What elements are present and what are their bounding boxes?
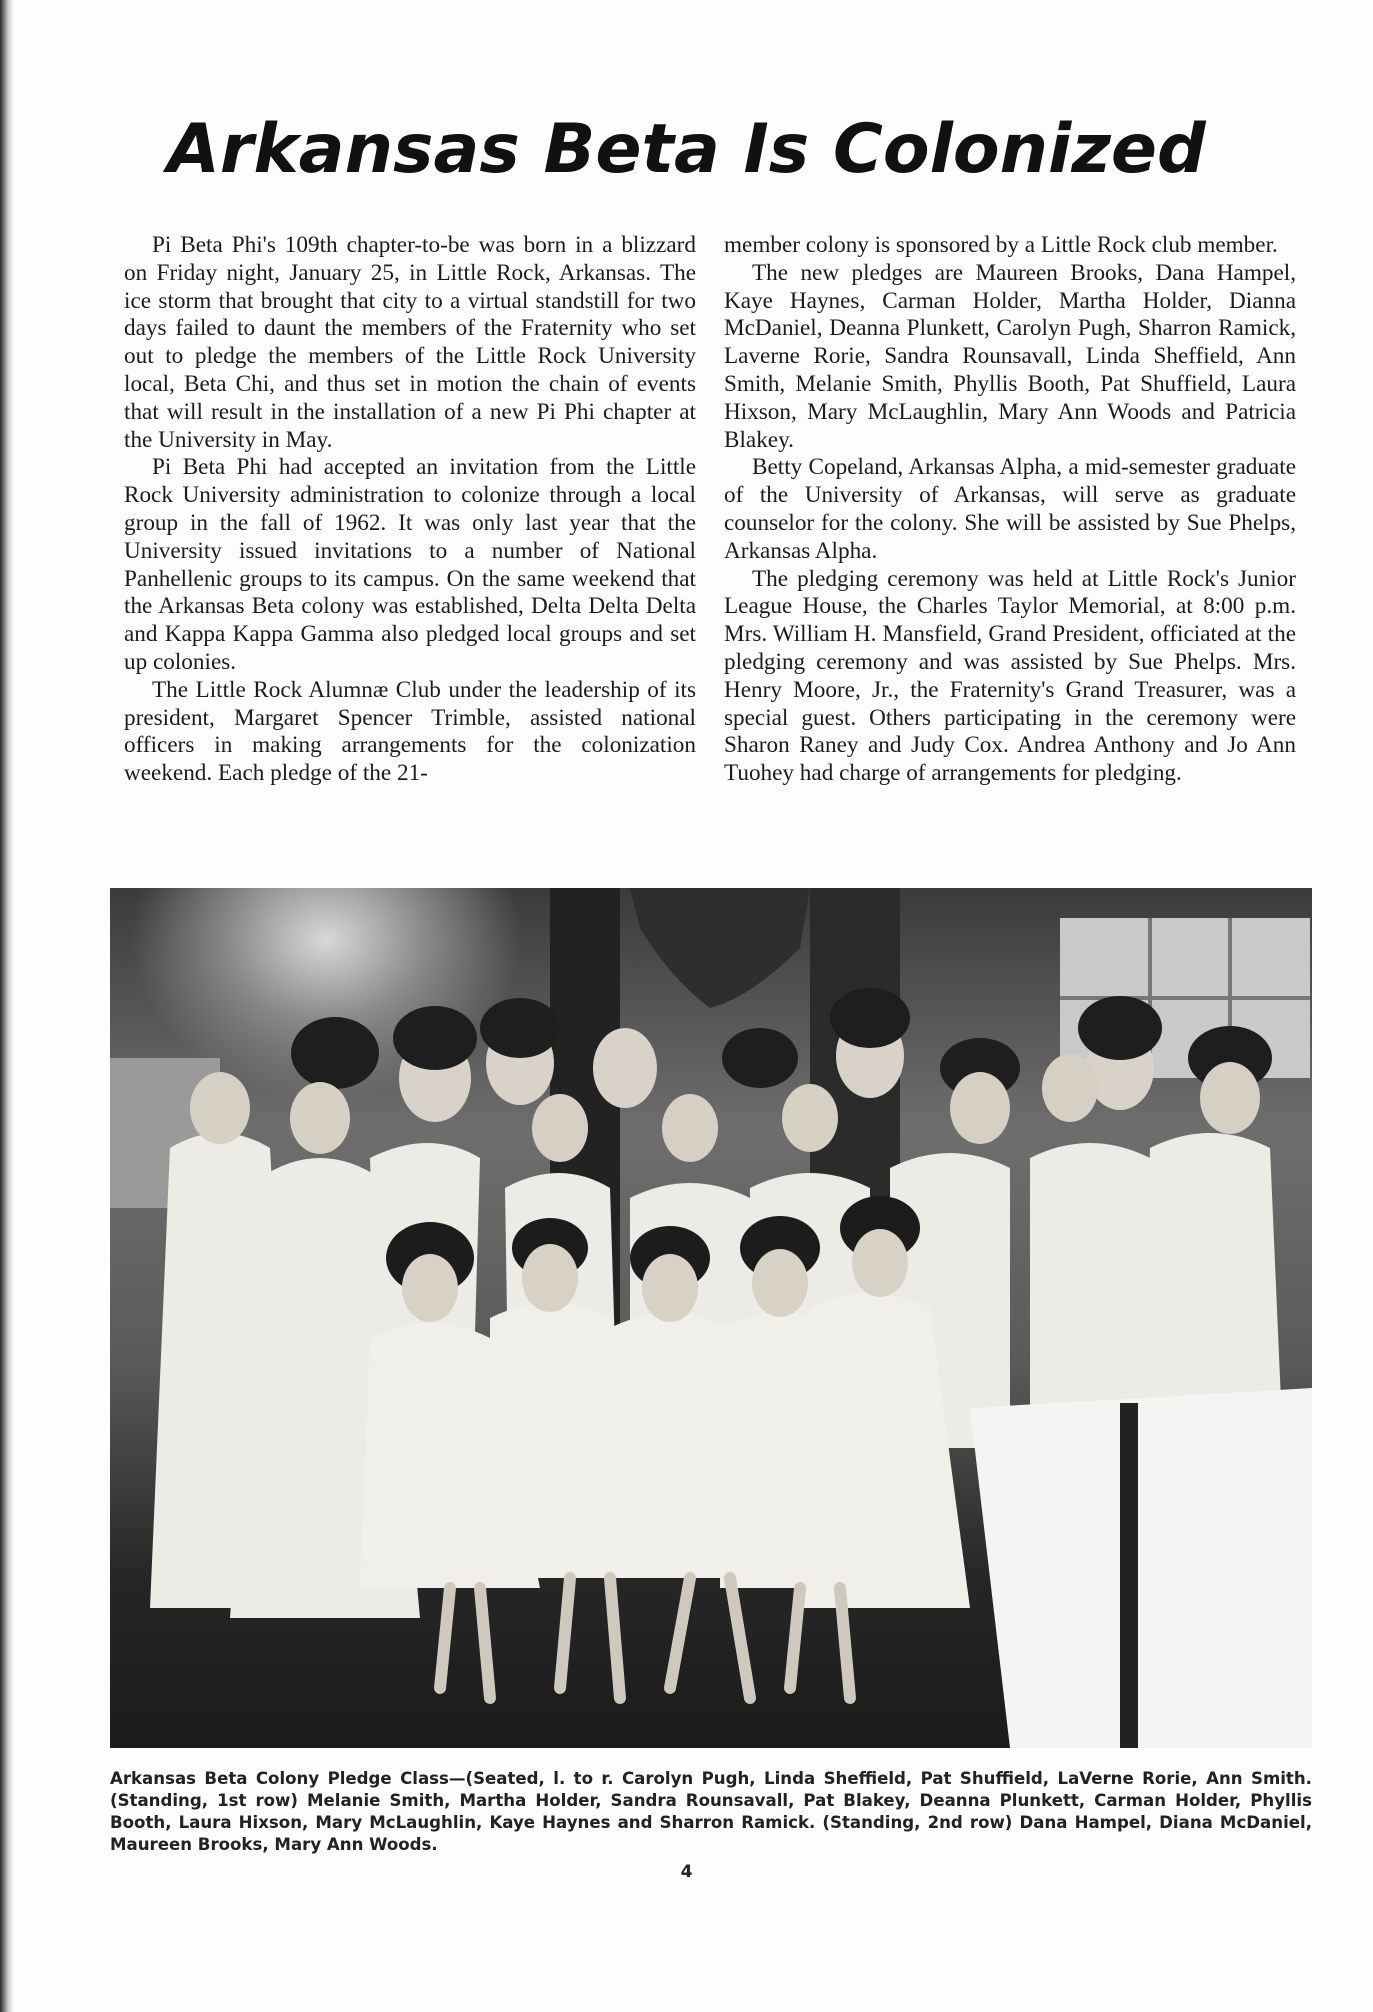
page-edge-shadow <box>0 0 14 2012</box>
paragraph-1: Pi Beta Phi's 109th chapter-to-be was born in a blizzard on Friday night, January 25, in Little Rock, Arkansas. The ice storm that brought that city to a virtual standstill for two days failed to daunt the members of the Fraternity who set out to pledge the members of the Little Rock University local, Beta Chi, and thus set in motion the chain of events that will result in the installation of a new Pi Phi chapter at the University in May. <box>124 232 696 453</box>
right-column <box>724 232 1296 788</box>
paragraph-5: Betty Copeland, Arkansas Alpha, a mid-semester graduate of the University of Arkansas, will serve as graduate counselor for the colony. She will be assisted by Sue Phelps, Arkansas Alpha. <box>724 454 1296 564</box>
paragraph-3-continued: member colony is sponsored by a Little Rock club member. <box>724 232 1278 258</box>
legs <box>440 1578 850 1698</box>
paragraph-4: The new pledges are Maureen Brooks, Dana Hampel, Kaye Haynes, Carman Holder, Martha Holder, Dianna McDaniel, Deanna Plunkett, Carolyn Pugh, Sharron Ramick, Laverne Rorie, Sandra Rounsavall, Linda Sheffield, Ann Smith, Melanie Smith, Phyllis Booth, Pat Shuffield, Laura Hixson, Mary McLaughlin, Mary Ann Woods and Patricia Blakey. <box>724 259 1296 453</box>
table-cloth <box>970 1388 1312 1748</box>
curtain-valance <box>630 888 810 1008</box>
photo-illustration <box>110 888 1312 1748</box>
article-title: Arkansas Beta Is Colonized <box>167 110 1206 189</box>
seated-row <box>360 1293 970 1608</box>
paragraph-3: The Little Rock Alumnæ Club under the leadership of its president, Margaret Spencer Trimble, assisted national officers in making arrangements for the colonization weekend. Each pledge of the 21- <box>124 676 696 787</box>
left-column <box>124 232 696 788</box>
table-ribbon <box>1120 1403 1138 1748</box>
photo-caption: Arkansas Beta Colony Pledge Class—(Seated, l. to r. Carolyn Pugh, Linda Sheffield, Pat Shuffield, LaVerne Rorie, Ann Smith. (Standing, 1st row) Melanie Smith, Martha Holder, Sandra Rounsavall, Pat Blakey, Deanna Plunkett, Carman Holder, Phyllis Booth, Laura Hixson, Mary McLaughlin, Kaye Haynes and Sharron Ramick. (Standing, 2nd row) Dana Hampel, Diana McDaniel, Maureen Brooks, Mary Ann Woods. <box>110 1769 1312 1854</box>
page-number: 4 <box>680 1862 693 1882</box>
paragraph-2: Pi Beta Phi had accepted an invitation from the Little Rock University administration to colonize through a local group in the fall of 1962. It was only last year that the University issued invitations to a number of National Panhellenic groups to its campus. On the same weekend that the Arkansas Beta colony was established, Delta Delta Delta and Kappa Kappa Gamma also pledged local groups and set up colonies. <box>124 454 696 675</box>
group-photo <box>110 888 1312 1748</box>
paragraph-6: The pledging ceremony was held at Little Rock's Junior League House, the Charles Taylor Memorial, at 8:00 p.m. Mrs. William H. Mansfield, Grand President, officiated at the pledging ceremony and was assisted by Sue Phelps. Mrs. Henry Moore, Jr., the Fraternity's Grand Treasurer, was a special guest. Others participating in the ceremony were Sharon Raney and Judy Cox. Andrea Anthony and Jo Ann Tuohey had charge of arrangements for pledging. <box>724 565 1296 787</box>
